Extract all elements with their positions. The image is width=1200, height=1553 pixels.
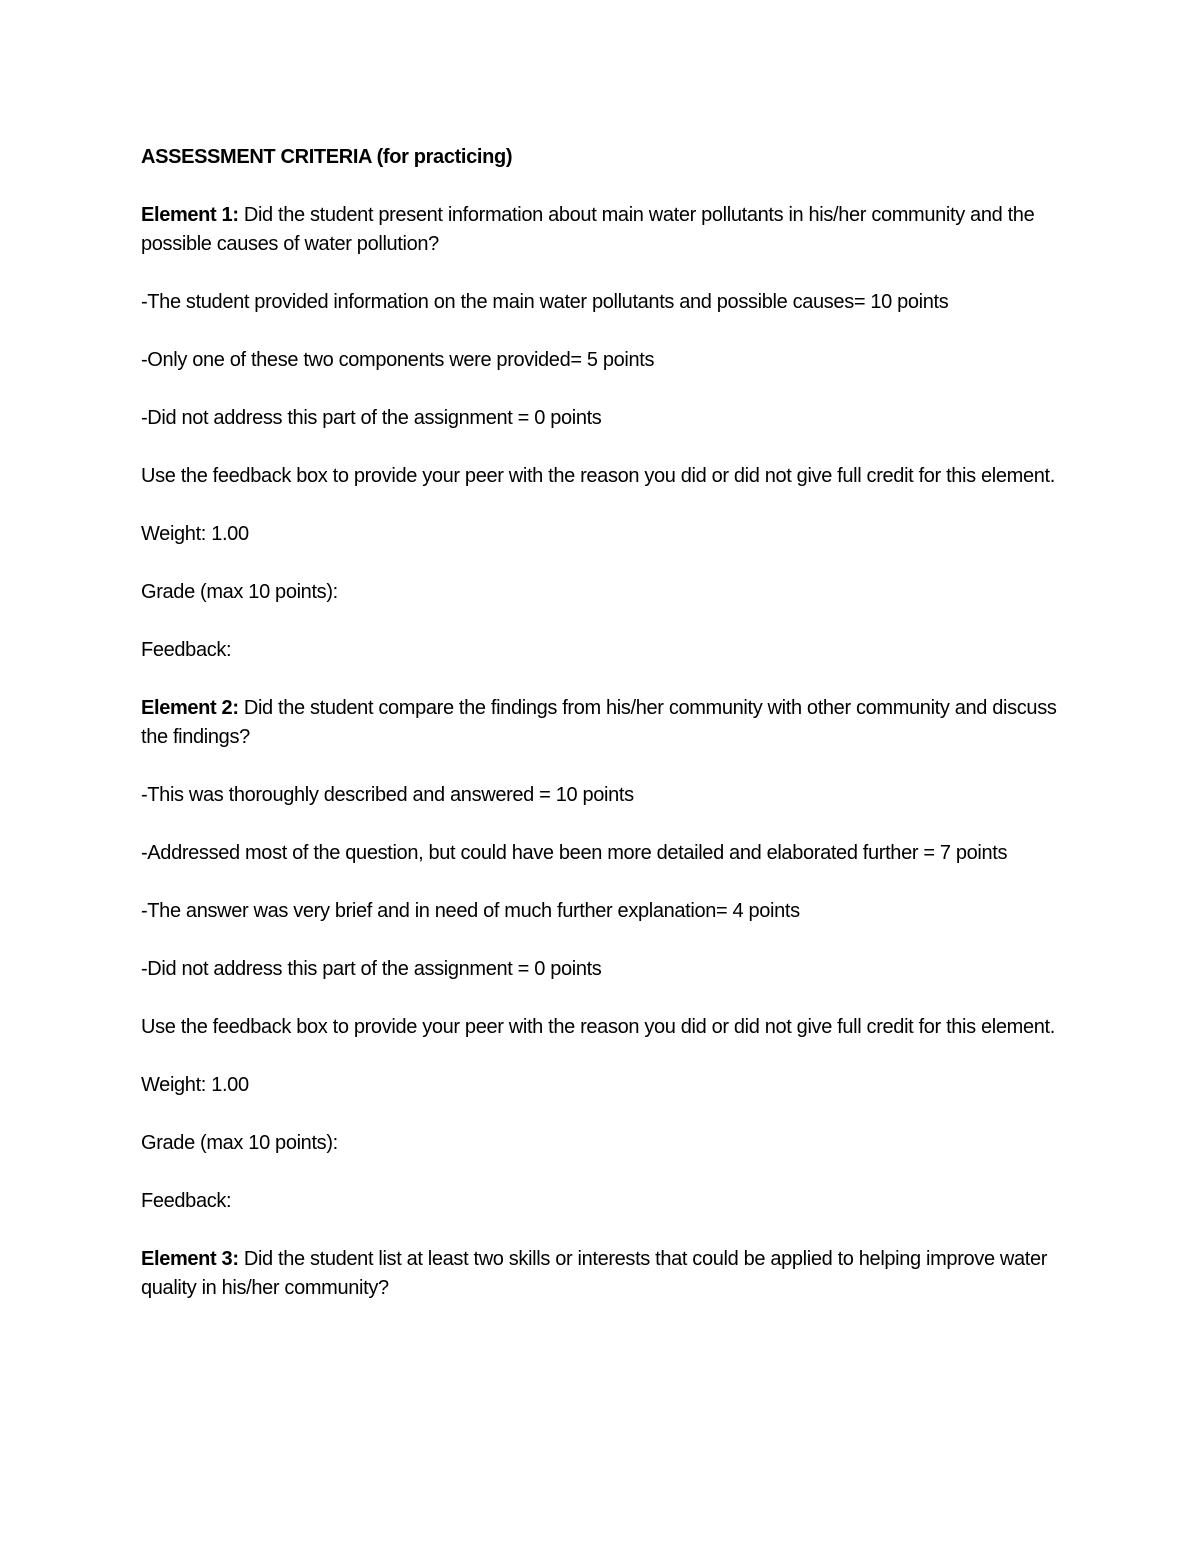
element-1-feedback: Feedback: xyxy=(141,639,232,661)
element-3-label: Element 3: xyxy=(141,1248,239,1270)
document-title: ASSESSMENT CRITERIA (for practicing) xyxy=(141,146,513,168)
element-2-criterion-1: -This was thoroughly described and answered = 10 points xyxy=(141,784,634,806)
element-2-instruction: Use the feedback box to provide your peer with the reason you did or did not give full credit for this element. xyxy=(141,1016,1055,1038)
element-2-weight: Weight: 1.00 xyxy=(141,1074,249,1096)
document-body xyxy=(141,143,1071,1332)
element-2-criterion-3: -The answer was very brief and in need of much further explanation= 4 points xyxy=(141,900,800,922)
element-1-criterion-3: -Did not address this part of the assignment = 0 points xyxy=(141,407,602,429)
element-3-question xyxy=(141,1245,1071,1303)
element-2-criterion-4: -Did not address this part of the assignment = 0 points xyxy=(141,958,602,980)
element-1-label: Element 1: xyxy=(141,204,239,226)
element-2-feedback: Feedback: xyxy=(141,1190,232,1212)
element-2-criterion-2: -Addressed most of the question, but could have been more detailed and elaborated further = 7 points xyxy=(141,842,1008,864)
element-1-criterion-1: -The student provided information on the main water pollutants and possible causes= 10 points xyxy=(141,291,949,313)
element-1-question-text: Did the student present information about main water pollutants in his/her community and the possible causes of water pollution? xyxy=(141,204,1035,255)
element-2-grade: Grade (max 10 points): xyxy=(141,1132,338,1154)
element-1-question xyxy=(141,201,1071,259)
element-1-instruction: Use the feedback box to provide your peer with the reason you did or did not give full credit for this element. xyxy=(141,465,1055,487)
element-2-label: Element 2: xyxy=(141,697,239,719)
element-1-grade: Grade (max 10 points): xyxy=(141,581,338,603)
element-2-question-text: Did the student compare the findings from his/her community with other community and discuss the findings? xyxy=(141,697,1057,748)
element-2-question xyxy=(141,694,1071,752)
element-1-weight: Weight: 1.00 xyxy=(141,523,249,545)
element-3-question-text: Did the student list at least two skills or interests that could be applied to helping improve water quality in his/her community? xyxy=(141,1248,1048,1299)
element-1-criterion-2: -Only one of these two components were provided= 5 points xyxy=(141,349,655,371)
